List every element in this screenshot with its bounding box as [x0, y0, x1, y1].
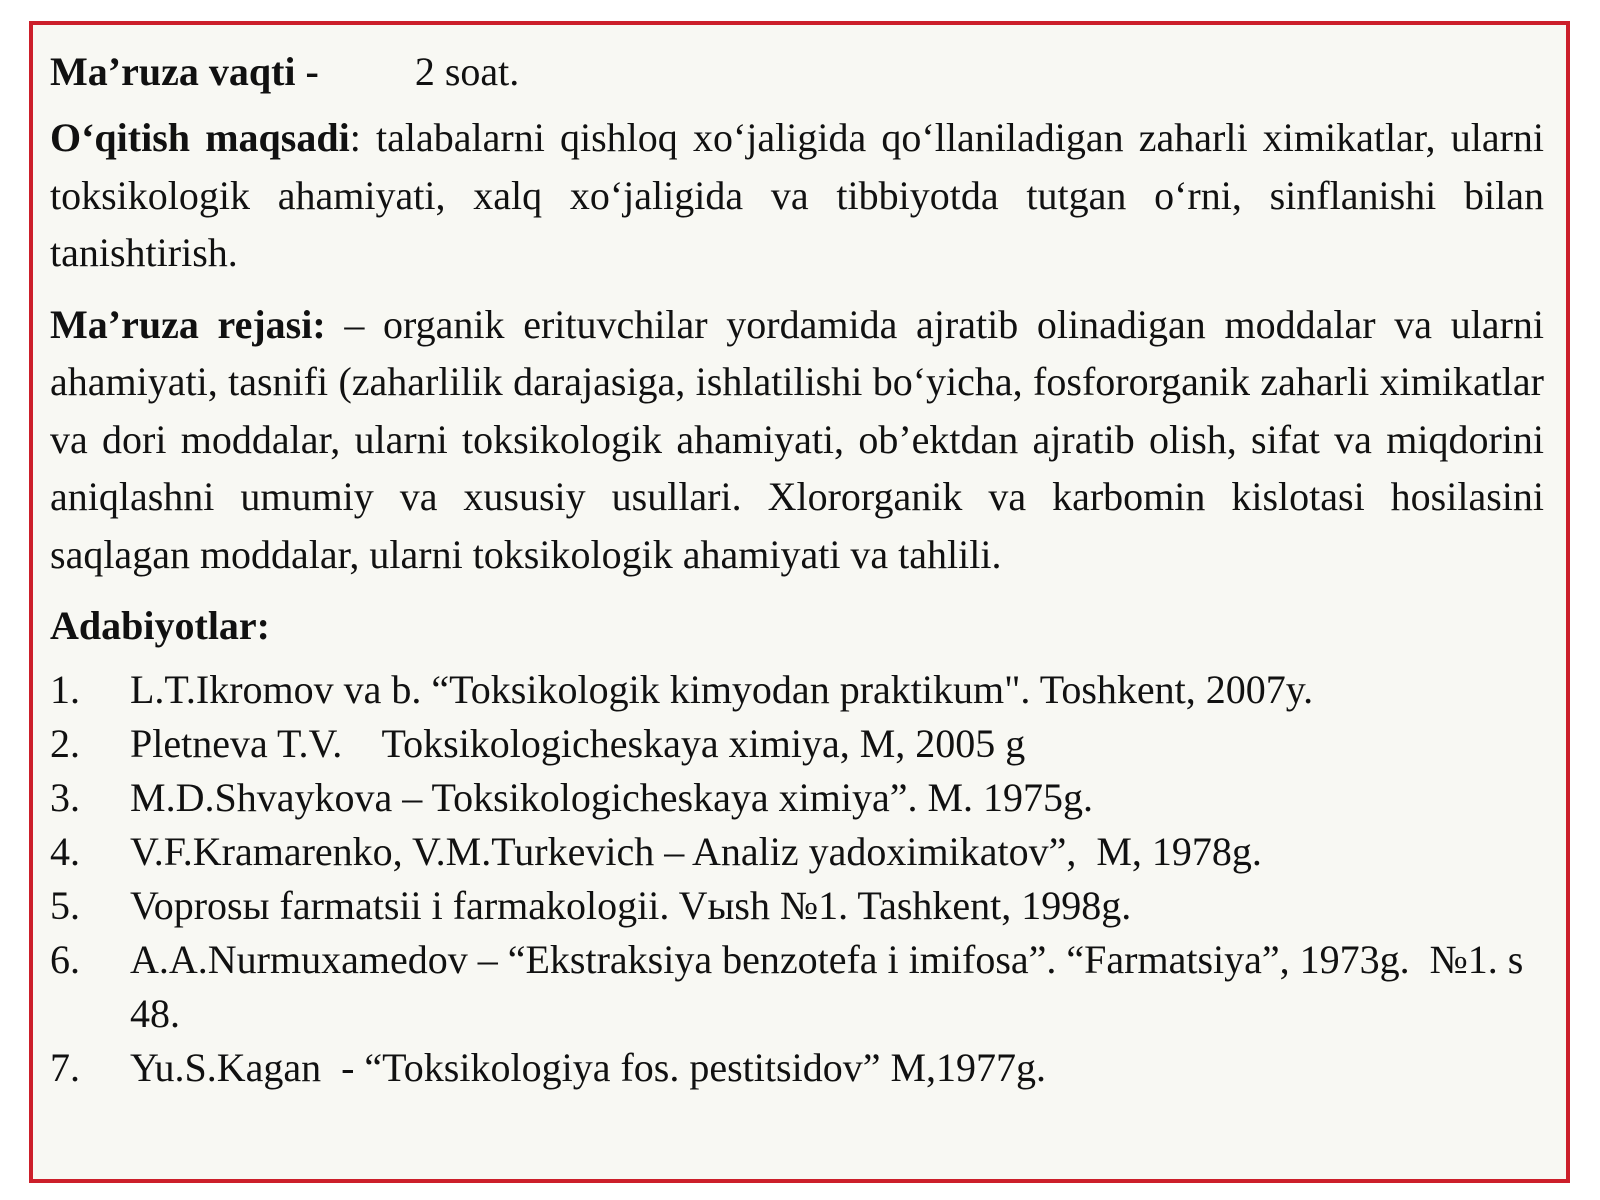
- slide-frame: [29, 21, 1570, 1183]
- teaching-goal-label: O‘qitish maqsadi: [50, 115, 350, 160]
- literature-item-text: M.D.Shvaykova – Toksikologicheskaya ximiya”. M. 1975g.: [130, 775, 1094, 820]
- literature-item-text: Pletneva T.V. Toksikologicheskaya ximiya, M, 2005 g: [130, 721, 1026, 766]
- literature-item: [50, 825, 1544, 879]
- literature-item-number: 6.: [50, 937, 80, 982]
- literature-item: [50, 717, 1544, 771]
- teaching-goal-separator: :: [349, 115, 361, 160]
- lecture-time-label: Ma’ruza vaqti -: [50, 49, 319, 94]
- literature-heading: Adabiyotlar:: [50, 603, 270, 648]
- lecture-time-value: 2 soat.: [414, 49, 520, 94]
- literature-item: [50, 663, 1544, 717]
- teaching-goal-paragraph: [50, 109, 1544, 282]
- literature-item: [50, 1041, 1544, 1095]
- literature-item-text: A.A.Nurmuxamedov – “Ekstraksiya benzotefa i imifosa”. “Farmatsiya”, 1973g. №1. s 48.: [130, 937, 1534, 1036]
- literature-item-text: Voprosы farmatsii i farmakologii. Vыsh №1. Tashkent, 1998g.: [130, 883, 1132, 928]
- literature-item: [50, 933, 1544, 1041]
- lecture-plan-paragraph: [50, 296, 1544, 584]
- literature-item-text: Yu.S.Kagan - “Toksikologiya fos. pestitsidov” M,1977g.: [130, 1045, 1047, 1090]
- literature-item-number: 5.: [50, 883, 80, 928]
- literature-item-text: L.T.Ikromov va b. “Toksikologik kimyodan praktikum". Toshkent, 2007y.: [130, 667, 1314, 712]
- literature-item-number: 1.: [50, 667, 80, 712]
- literature-list: [50, 663, 1544, 1095]
- lecture-time-line: [50, 43, 1544, 101]
- literature-item-number: 7.: [50, 1045, 80, 1090]
- literature-item-text: V.F.Kramarenko, V.M.Turkevich – Analiz yadoximikatov”, M, 1978g.: [130, 829, 1262, 874]
- literature-item-number: 2.: [50, 721, 80, 766]
- literature-item: [50, 771, 1544, 825]
- teaching-goal-text: talabalarni qishloq xo‘jaligida qo‘llaniladigan zaharli ximikatlar, ularni toksikologik ahamiyati, xalq xo‘jaligida va tibbiyotda tutgan o‘rni, sinflanishi bilan tanishtirish.: [50, 115, 1545, 275]
- lecture-plan-label: Ma’ruza rejasi:: [50, 301, 326, 347]
- literature-item-number: 4.: [50, 829, 80, 874]
- literature-item-number: 3.: [50, 775, 80, 820]
- literature-item: [50, 879, 1544, 933]
- lecture-plan-text: – organik erituvchilar yordamida ajratib olinadigan moddalar va ularni ahamiyati, tasnifi (zaharlilik darajasiga, ishlatilishi bo‘yicha, fosfororganik zaharli ximikatlar va dori moddalar, ularni toksikologik ahamiyati, ob’ektdan ajratib olish, sifat va miqdorini aniqlashni umumiy va xususiy usullari. Xlororganik va karbomin kislotasi hosilasini saqlagan moddalar, ularni toksikologik ahamiyati va tahlili.: [50, 301, 1544, 577]
